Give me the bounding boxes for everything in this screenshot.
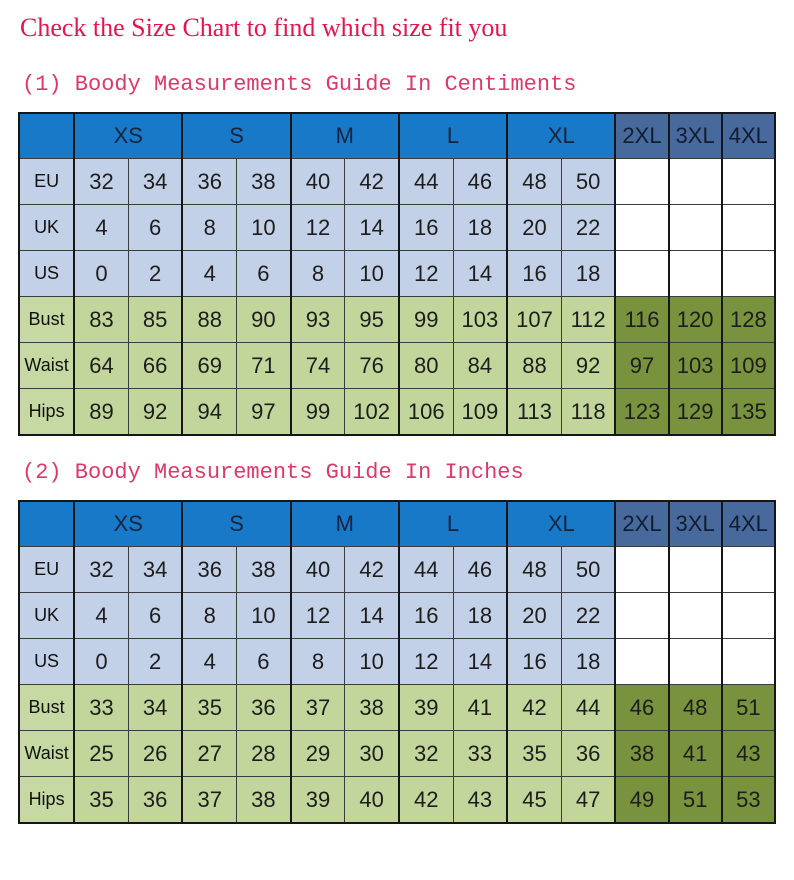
table-cell: 106: [399, 389, 453, 436]
table-cell: 48: [507, 159, 561, 205]
table-cell: 93: [291, 297, 345, 343]
table-cell: 64: [74, 343, 128, 389]
table-row-bust: [19, 297, 775, 343]
table-cell: 97: [237, 389, 291, 436]
table-cell: 39: [399, 685, 453, 731]
table-cell: 16: [507, 639, 561, 685]
table-cell: 12: [291, 593, 345, 639]
table-cell: 35: [182, 685, 236, 731]
table-cell: 18: [453, 205, 507, 251]
table-cell: [615, 251, 668, 297]
table-cell: 38: [237, 777, 291, 824]
table-cell: 89: [74, 389, 128, 436]
table-cell: 18: [561, 251, 615, 297]
table-cell: 20: [507, 205, 561, 251]
table-cell: 6: [128, 205, 182, 251]
size-group-header-s: S: [182, 501, 290, 547]
table-cell: 28: [237, 731, 291, 777]
table-cell: 36: [182, 159, 236, 205]
size-group-header-3xl: 3XL: [669, 113, 722, 159]
table-cell: [722, 159, 775, 205]
table-cell: 20: [507, 593, 561, 639]
table-cell: [615, 639, 668, 685]
table-cell: 10: [237, 593, 291, 639]
table-cell: 14: [453, 251, 507, 297]
table-cell: 92: [561, 343, 615, 389]
table-cell: [722, 547, 775, 593]
table-cell: [615, 593, 668, 639]
table-cell: 12: [399, 251, 453, 297]
table-cell: 103: [669, 343, 722, 389]
table-cell: 46: [453, 159, 507, 205]
table-cell: 30: [345, 731, 399, 777]
table-cell: 10: [345, 251, 399, 297]
table-cell: 16: [399, 205, 453, 251]
table-cell: 118: [561, 389, 615, 436]
table-cell: 26: [128, 731, 182, 777]
table-cell: 16: [399, 593, 453, 639]
table-cell: 32: [74, 547, 128, 593]
table-cell: 80: [399, 343, 453, 389]
table-cell: 32: [399, 731, 453, 777]
row-label-us: US: [19, 639, 74, 685]
corner-cell: [19, 113, 74, 159]
table-row-us: [19, 639, 775, 685]
table-cell: 34: [128, 685, 182, 731]
table-cell: 85: [128, 297, 182, 343]
row-label-waist: Waist: [19, 343, 74, 389]
table-row-eu: [19, 547, 775, 593]
table-cell: 44: [399, 159, 453, 205]
table-cell: 48: [669, 685, 722, 731]
table-cell: [669, 547, 722, 593]
size-group-header-m: M: [291, 501, 399, 547]
size-group-header-xl: XL: [507, 113, 615, 159]
table-cell: 36: [237, 685, 291, 731]
table-cell: 27: [182, 731, 236, 777]
table-cell: 99: [291, 389, 345, 436]
table-cell: 8: [182, 593, 236, 639]
table-cell: 2: [128, 251, 182, 297]
size-table-centimeters: [18, 112, 776, 436]
corner-cell: [19, 501, 74, 547]
table-cell: 107: [507, 297, 561, 343]
table-cell: 10: [345, 639, 399, 685]
table-cell: 50: [561, 547, 615, 593]
table-cell: 35: [74, 777, 128, 824]
table-cell: 36: [561, 731, 615, 777]
table-cell: 88: [507, 343, 561, 389]
table-cell: 4: [182, 251, 236, 297]
table-cell: 18: [561, 639, 615, 685]
table-cell: 71: [237, 343, 291, 389]
table-cell: 36: [182, 547, 236, 593]
table-row-bust: [19, 685, 775, 731]
table-cell: 38: [615, 731, 668, 777]
size-group-header-l: L: [399, 501, 507, 547]
table-cell: 34: [128, 159, 182, 205]
table-cell: 95: [345, 297, 399, 343]
table-cell: 6: [128, 593, 182, 639]
table-cell: 43: [453, 777, 507, 824]
table-cell: 36: [128, 777, 182, 824]
table-cell: 83: [74, 297, 128, 343]
table-cell: 10: [237, 205, 291, 251]
table-cell: 2: [128, 639, 182, 685]
table-cell: 6: [237, 251, 291, 297]
table-cell: 40: [291, 547, 345, 593]
table-cell: 8: [182, 205, 236, 251]
table-cell: [722, 251, 775, 297]
table-cell: 0: [74, 639, 128, 685]
table-cell: 135: [722, 389, 775, 436]
table-cell: 42: [507, 685, 561, 731]
table-cell: 103: [453, 297, 507, 343]
table-cell: 0: [74, 251, 128, 297]
table-cell: [615, 205, 668, 251]
table-cell: 8: [291, 639, 345, 685]
table-cell: 37: [182, 777, 236, 824]
table-cell: 69: [182, 343, 236, 389]
table-cell: 44: [561, 685, 615, 731]
table-cell: [669, 593, 722, 639]
table-cell: 18: [453, 593, 507, 639]
table-row-uk: [19, 205, 775, 251]
row-label-hips: Hips: [19, 389, 74, 436]
page-title: Check the Size Chart to find which size fit you: [20, 13, 508, 42]
table-cell: 12: [399, 639, 453, 685]
table-cell: 94: [182, 389, 236, 436]
table-cell: 109: [453, 389, 507, 436]
row-label-eu: EU: [19, 159, 74, 205]
table-cell: 33: [453, 731, 507, 777]
table-cell: 42: [399, 777, 453, 824]
table-cell: 45: [507, 777, 561, 824]
section-inches: [18, 459, 776, 824]
size-table-inches: [18, 500, 776, 824]
table-cell: 76: [345, 343, 399, 389]
section-heading-inches: (2) Boody Measurements Guide In Inches: [22, 460, 524, 485]
table-cell: 51: [722, 685, 775, 731]
table-cell: 97: [615, 343, 668, 389]
table-cell: 46: [453, 547, 507, 593]
table-cell: 74: [291, 343, 345, 389]
row-label-us: US: [19, 251, 74, 297]
table-row-waist: [19, 731, 775, 777]
row-label-uk: UK: [19, 593, 74, 639]
table-cell: 38: [237, 159, 291, 205]
table-cell: 25: [74, 731, 128, 777]
table-cell: [722, 639, 775, 685]
table-row-uk: [19, 593, 775, 639]
table-cell: 32: [74, 159, 128, 205]
table-cell: 47: [561, 777, 615, 824]
table-cell: 66: [128, 343, 182, 389]
table-cell: 33: [74, 685, 128, 731]
table-cell: 37: [291, 685, 345, 731]
table-cell: 12: [291, 205, 345, 251]
table-cell: 4: [182, 639, 236, 685]
table-cell: 38: [345, 685, 399, 731]
table-row-us: [19, 251, 775, 297]
size-group-header-4xl: 4XL: [722, 501, 775, 547]
table-cell: 22: [561, 593, 615, 639]
table-cell: 38: [237, 547, 291, 593]
table-cell: 14: [345, 593, 399, 639]
table-cell: 99: [399, 297, 453, 343]
table-cell: [722, 205, 775, 251]
table-cell: 49: [615, 777, 668, 824]
size-group-header-xl: XL: [507, 501, 615, 547]
table-cell: 43: [722, 731, 775, 777]
size-group-header-2xl: 2XL: [615, 501, 668, 547]
table-cell: 22: [561, 205, 615, 251]
table-cell: [669, 639, 722, 685]
table-cell: 102: [345, 389, 399, 436]
row-label-hips: Hips: [19, 777, 74, 824]
table-cell: 14: [453, 639, 507, 685]
row-label-eu: EU: [19, 547, 74, 593]
table-row-eu: [19, 159, 775, 205]
table-cell: 4: [74, 205, 128, 251]
size-group-header-s: S: [182, 113, 290, 159]
table-cell: 16: [507, 251, 561, 297]
row-label-bust: Bust: [19, 685, 74, 731]
table-cell: [615, 159, 668, 205]
table-cell: 51: [669, 777, 722, 824]
table-cell: 109: [722, 343, 775, 389]
size-header-row: [19, 113, 775, 159]
table-cell: [722, 593, 775, 639]
table-cell: 34: [128, 547, 182, 593]
table-cell: 48: [507, 547, 561, 593]
table-row-waist: [19, 343, 775, 389]
section-centimeters: [18, 71, 776, 436]
table-cell: 8: [291, 251, 345, 297]
table-cell: [669, 205, 722, 251]
table-cell: 39: [291, 777, 345, 824]
table-cell: 53: [722, 777, 775, 824]
table-cell: 44: [399, 547, 453, 593]
table-cell: 46: [615, 685, 668, 731]
table-cell: [615, 547, 668, 593]
table-cell: [669, 159, 722, 205]
table-cell: 113: [507, 389, 561, 436]
table-cell: 128: [722, 297, 775, 343]
section-heading-centimeters: (1) Boody Measurements Guide In Centiments: [22, 72, 577, 97]
table-cell: 84: [453, 343, 507, 389]
table-row-hips: [19, 389, 775, 436]
table-cell: 35: [507, 731, 561, 777]
table-cell: 129: [669, 389, 722, 436]
table-cell: 123: [615, 389, 668, 436]
table-cell: 120: [669, 297, 722, 343]
row-label-uk: UK: [19, 205, 74, 251]
table-cell: 40: [291, 159, 345, 205]
table-cell: 14: [345, 205, 399, 251]
table-cell: 90: [237, 297, 291, 343]
table-cell: 112: [561, 297, 615, 343]
table-cell: 42: [345, 547, 399, 593]
size-group-header-4xl: 4XL: [722, 113, 775, 159]
size-group-header-xs: XS: [74, 113, 182, 159]
size-group-header-3xl: 3XL: [669, 501, 722, 547]
table-cell: 92: [128, 389, 182, 436]
row-label-waist: Waist: [19, 731, 74, 777]
table-cell: 29: [291, 731, 345, 777]
size-group-header-m: M: [291, 113, 399, 159]
size-group-header-l: L: [399, 113, 507, 159]
table-cell: 41: [453, 685, 507, 731]
table-cell: 4: [74, 593, 128, 639]
table-cell: 50: [561, 159, 615, 205]
table-cell: 116: [615, 297, 668, 343]
size-group-header-xs: XS: [74, 501, 182, 547]
table-cell: 6: [237, 639, 291, 685]
size-header-row: [19, 501, 775, 547]
table-cell: 40: [345, 777, 399, 824]
table-row-hips: [19, 777, 775, 824]
table-cell: 41: [669, 731, 722, 777]
table-cell: [669, 251, 722, 297]
size-group-header-2xl: 2XL: [615, 113, 668, 159]
row-label-bust: Bust: [19, 297, 74, 343]
table-cell: 88: [182, 297, 236, 343]
table-cell: 42: [345, 159, 399, 205]
